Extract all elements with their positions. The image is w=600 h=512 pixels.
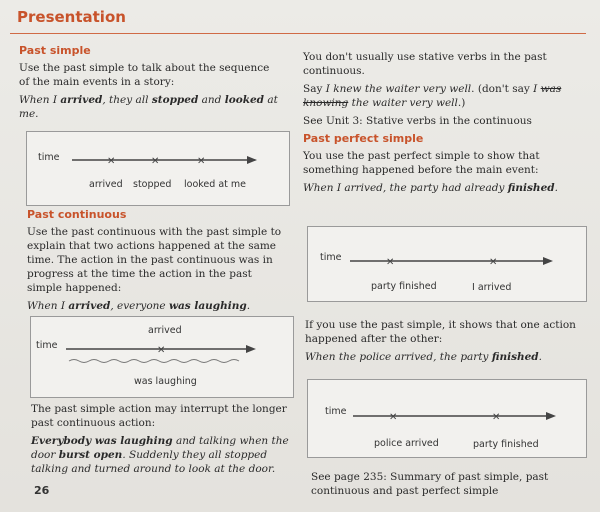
time-label: time [38, 152, 60, 163]
timeline-label: arrived [89, 179, 123, 190]
page-heading: Presentation [17, 8, 126, 26]
stative-section [303, 50, 585, 199]
stative-line-2: Say I knew the waiter very well. (don't say I was knowing the waiter very well.) [303, 83, 562, 109]
past-continuous-interrupt [31, 402, 296, 480]
past-simple-example: When I arrived, they all stopped and looked at me. [19, 94, 278, 120]
timeline-graphic [27, 132, 289, 205]
stative-line-3: See Unit 3: Stative verbs in the continuous [303, 115, 532, 127]
interrupt-body: The past simple action may interrupt the longer past continuous action: [31, 403, 287, 429]
event-marker: ✕ [197, 156, 206, 167]
past-simple-title: Past simple [19, 44, 91, 57]
timeline-label: police arrived [374, 438, 439, 449]
past-simple-body: Use the past simple to talk about the sequence of the main events in a story: [19, 62, 270, 88]
event-marker: ✕ [389, 412, 398, 423]
timeline-graphic [308, 380, 586, 457]
timeline-label: I arrived [472, 282, 512, 293]
time-label: time [325, 406, 347, 417]
event-marker: ✕ [386, 257, 395, 268]
past-perfect-body-2: If you use the past simple, it shows that one action happened after the other: [305, 319, 576, 345]
stative-line-1: You don't usually use stative verbs in the past continuous. [303, 51, 547, 77]
event-marker: ✕ [492, 412, 501, 423]
timeline-label: party finished [371, 281, 437, 292]
timeline-label: party finished [473, 439, 539, 450]
event-marker: ✕ [157, 345, 166, 356]
event-marker: ✕ [151, 156, 160, 167]
time-label: time [36, 340, 58, 351]
duration-wave [69, 360, 239, 363]
page-number: 26 [34, 484, 50, 497]
past-simple-after-section [305, 318, 587, 368]
timeline-label: arrived [148, 325, 182, 336]
see-page-note [311, 470, 586, 502]
past-continuous-body: Use the past continuous with the past simple to explain that two actions happened at the same time. The action in the past continuous was in progress at the time the action in the past simple happened: [27, 226, 282, 294]
event-marker: ✕ [107, 156, 116, 167]
past-simple-section [19, 44, 281, 125]
past-perfect-title: Past perfect simple [303, 132, 424, 145]
past-simple-timeline [26, 131, 290, 206]
past-continuous-timeline [30, 316, 294, 398]
past-perfect-body: You use the past perfect simple to show that something happened before the main event: [303, 150, 540, 176]
past-perfect-example: When I arrived, the party had already finished. [303, 182, 558, 194]
past-continuous-example: When I arrived, everyone was laughing. [27, 300, 251, 312]
time-label: time [320, 252, 342, 263]
past-perfect-timeline [307, 226, 587, 302]
past-continuous-title: Past continuous [27, 208, 127, 221]
heading-rule [10, 33, 586, 34]
see-page-text: See page 235: Summary of past simple, past continuous and past perfect simple [311, 471, 549, 497]
past-perfect-example-2: When the police arrived, the party finished. [305, 351, 542, 363]
event-marker: ✕ [489, 257, 498, 268]
past-simple-after-timeline [307, 379, 587, 458]
timeline-label: was laughing [134, 376, 197, 387]
interrupt-example: Everybody was laughing and talking when the door burst open. Suddenly they all stopped talking and turned around to look at the door. [31, 435, 289, 475]
timeline-label: stopped [133, 179, 172, 190]
timeline-label: looked at me [184, 179, 246, 190]
timeline-graphic [308, 227, 586, 301]
past-continuous-section [27, 208, 287, 317]
